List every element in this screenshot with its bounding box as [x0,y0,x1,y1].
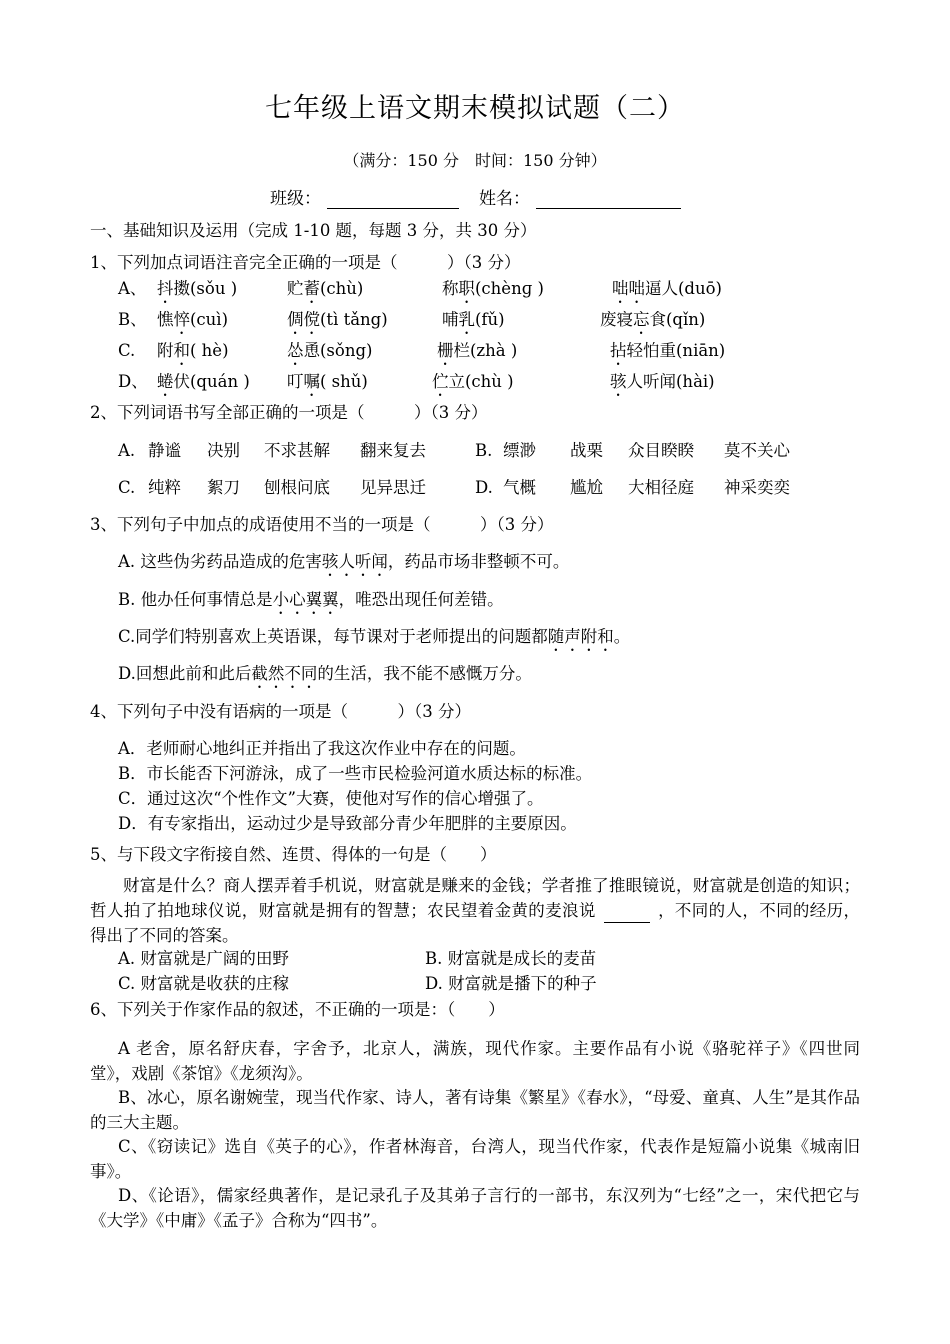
dotted-char: 嘱 [303,372,320,391]
q4-option-b: B．市长能否下河游泳，成了一些市民检验河道水质达标的标准。 [118,764,593,783]
class-blank [327,190,459,209]
dotted-char: 傥 [303,310,320,329]
q4-option-c: C．通过这次“个性作文”大赛，使他对写作的信心增强了。 [118,789,544,808]
q1-b-word1: 憔悴(cuì) [157,310,229,329]
question-1-stem: 1、下列加点词语注音完全正确的一项是（ ）（3 分） [90,253,521,272]
q3-b-post: ，唯恐出现任何差错。 [338,590,504,609]
name-label: 姓名： [479,189,530,209]
dotted-char: 栅 [437,341,454,360]
q2-a-w2: 决别 [207,441,240,460]
q6-option-b: B、冰心，原名谢婉莹，现当代作家、诗人，著有诗集《繁星》《春水》，“母爱、童真、人生”是其作品的三大主题。 [90,1088,860,1132]
q1-option-b-label: B、 [118,310,147,329]
question-3-stem: 3、下列句子中加点的成语使用不当的一项是（ ）（3 分） [90,515,554,534]
q3-d-idiom: 截然不同 [251,664,318,683]
q5-option-c: C. 财富就是收获的庄稼 [118,974,290,993]
q5-passage [90,873,860,948]
q3-a-pre: A. 这些伪劣药品造成的危害 [118,552,322,571]
dotted-char: 怂 [287,341,304,360]
q2-b-w2: 战栗 [570,441,603,460]
q5-answer-blank [604,906,650,923]
q3-option-b [118,589,504,618]
q4-option-d: D．有专家指出，运动过少是导致部分青少年肥胖的主要原因。 [118,814,577,833]
q5-option-b: B. 财富就是成长的麦苗 [425,949,597,968]
q3-option-a [118,551,569,580]
question-4-stem: 4、下列句子中没有语病的一项是（ ）（3 分） [90,702,471,721]
dotted-char: 拈 [610,341,627,360]
q3-d-pre: D.回想此前和此后 [118,664,252,683]
q1-b-word4: 废寝忘食(qǐn) [600,310,706,329]
q2-d-w1: 气概 [503,478,536,497]
q1-d-word2: 叮嘱( shǔ) [287,372,368,391]
q2-d-label: D. [475,478,493,497]
dotted-char: 职 [458,279,475,298]
q1-option-d-label: D、 [118,372,148,391]
q1-option-a-word1 [157,278,237,307]
q1-c-word1: 附和( hè) [157,341,229,360]
q2-c-w3: 刨根问底 [264,478,330,497]
q2-a-w4: 翻来复去 [360,441,426,460]
question-5-stem: 5、与下段文字衔接自然、连贯、得体的一句是（ ） [90,845,497,864]
q2-b-label: B. [475,441,493,460]
dotted-char: 忘 [633,310,650,329]
q1-option-a-word4 [612,278,722,307]
q1-option-a-word2 [287,278,363,307]
q6-option-c: C、《窃读记》选自《英子的心》，作者林海音，台湾人，现当代作家，代表作是短篇小说集《城南旧事》。 [90,1137,860,1181]
q5-option-d: D. 财富就是播下的种子 [425,974,597,993]
dotted-char: 蜷 [157,372,174,391]
q4-option-a: A．老师耐心地纠正并指出了我这次作业中存在的问题。 [118,739,526,758]
q6-option-d: D、《论语》，儒家经典著作，是记录孔子及其弟子言行的一部书，东汉列为“七经”之一，宋代把它与《大学》《中庸》《孟子》合称为“四书”。 [90,1186,860,1230]
q3-option-c [118,626,630,655]
dotted-char: 悴 [173,310,190,329]
q1-a-word1: 擞(sǒu ) [173,279,238,298]
dotted-char: 倜 [287,310,304,329]
q1-a-word1-dotted-char: 抖 [157,279,174,298]
section-heading: 一、基础知识及运用（完成 1-10 题，每题 3 分，共 30 分） [90,221,537,240]
q2-c-w1: 纯粹 [148,478,181,497]
class-label: 班级： [270,189,321,209]
question-6-stem: 6、下列关于作家作品的叙述，不正确的一项是：（ ） [90,1000,505,1019]
q3-c-pre: C.同学们特别喜欢上英语课，每节课对于老师提出的问题都 [118,627,548,646]
q2-c-label: C. [118,478,136,497]
q1-d-word4: 骇人听闻(hài) [610,372,715,391]
dotted-char: 伫 [432,372,449,391]
q2-b-w1: 缥渺 [503,441,536,460]
q2-c-w4: 见异思迁 [360,478,426,497]
q2-a-label: A. [118,441,136,460]
q3-b-idiom: 小心翼翼 [272,590,339,609]
q3-c-post: 。 [613,627,631,646]
name-blank [536,190,681,209]
dotted-char: 和 [173,341,190,360]
q1-b-word2: 倜傥(tì tǎng) [287,310,388,329]
dotted-char: 咄 [628,279,645,298]
q2-d-w4: 神采奕奕 [724,478,790,497]
q6-option-a: A 老舍，原名舒庆春，字舍予，北京人，满族，现代作家。主要作品有小说《骆驼祥子》《四世同堂》，戏剧《茶馆》《龙须沟》。 [90,1039,860,1083]
q3-option-d [118,663,532,692]
q3-a-idiom: 骇人听闻 [321,552,388,571]
q3-d-post: 的生活，我不能不感慨万分。 [317,664,532,683]
q2-a-w3: 不求甚解 [264,441,330,460]
q1-a-word4: 咄咄逼人(duō) [612,279,722,298]
q1-d-word1: 蜷伏(quán ) [157,372,250,391]
q5-option-a: A. 财富就是广阔的田野 [118,949,289,968]
q2-c-w2: 絮刀 [207,478,240,497]
q1-c-word3: 栅栏(zhà ) [437,341,518,360]
q3-c-idiom: 随声附和 [547,627,614,646]
class-name-line [270,184,681,209]
question-2-stem: 2、下列词语书写全部正确的一项是（ ）（3 分） [90,403,488,422]
q5-passage-part1: 财富是什么？商人摆弄着手机说，财富就是赚来的金钱；学者推了推眼镜说，财富就是创造的知识；哲人拍了拍地球仪说，财富就是拥有的智慧；农民望着金黄的麦浪说 [90,876,860,920]
dotted-char: 咄 [612,279,629,298]
q1-a-word2: 贮蓄(chù) [287,279,364,298]
q1-a-word3: 称职(chènɡ ) [442,279,544,298]
q2-d-w3: 大相径庭 [628,478,694,497]
q5-passage-part2: ，不同的人，不同的经历，得出了不同的答案。 [90,901,861,945]
q2-d-w2: 尴尬 [570,478,603,497]
dotted-char: 骇 [610,372,627,391]
q3-a-post: ，药品市场非整顿不可。 [387,552,570,571]
q1-option-c-label: C. [118,341,136,360]
q2-b-w3: 众目睽睽 [628,441,694,460]
q1-c-word2: 怂恿(sǒng) [287,341,373,360]
q1-option-a-word3 [442,278,544,307]
q1-d-word3: 伫立(chù ) [432,372,514,391]
q2-a-w1: 静谧 [148,441,181,460]
dotted-char: 蓄 [303,279,320,298]
q1-c-word4: 拈轻怕重(niān) [610,341,726,360]
q2-b-w4: 莫不关心 [724,441,790,460]
score-time-info: （满分：150 分 时间：150 分钟） [343,151,607,170]
q1-b-word3: 哺乳(fǔ) [442,310,505,329]
dotted-char: 乳 [458,310,475,329]
page-title: 七年级上语文期末模拟试题（二） [265,93,685,124]
q3-b-pre: B. 他办任何事情总是 [118,590,273,609]
q1-option-a-label: A、 [118,279,147,298]
